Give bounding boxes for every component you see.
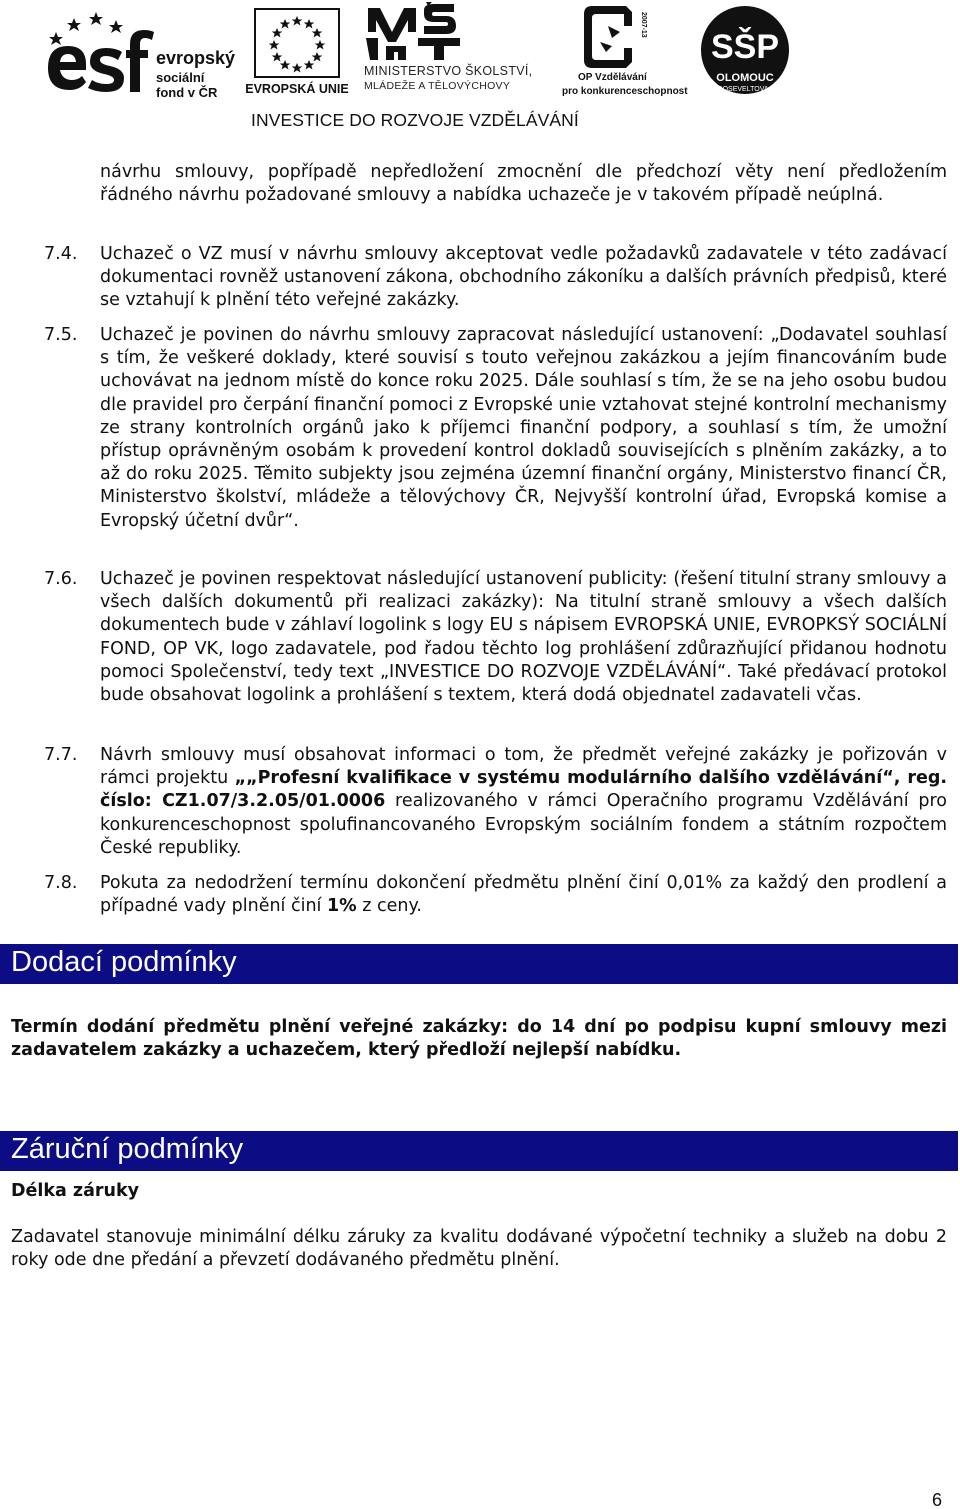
op-vk-mark-icon — [562, 2, 692, 72]
op-label-line-2: pro konkurenceschopnost — [562, 86, 688, 97]
item-number-7-4: 7.4. — [44, 244, 78, 264]
project-name-bold: „„Profesní kvalifikace v systému modulárního dalšího vzdělávání“, reg. číslo: CZ1.07/3.2.05/01.0006 — [100, 768, 948, 812]
item-7-8-text-start: Pokuta za nedodržení termínu dokončení předmětu plnění činí 0,01% za každý den prodlení a případné vady plnění činí — [100, 873, 947, 917]
item-7-7-text-end: realizovaného v rámci Operačního programu Vzdělávání pro konkurenceschopnost spolufinancovaného Evropským sociálním fondem a státním rozpočtem České republiky. — [100, 791, 947, 858]
item-text-7-6: Uchazeč je povinen respektovat následující ustanovení publicity: (řešení titulní strany smlouvy a všech dalších dokumentů při realizaci zakázky): Na titulní straně smlouvy a všech dalších dokumentech bude v záhlaví logolink s logy EU s nápisem EVROPSKÁ UNIE, EVROPKSÝ SOCIÁLNÍ FOND, OP VK, logo zadavatele, pod řadou těchto log prohlášení zdůrazňující přidanou hodnotu pomoci Společenství, tedy text „INVESTICE DO ROZVOJE VZDĚLÁVÁNÍ“. Také předávací protokol bude obsahovat logolink a prohlášení s textem, která dodá objednatel zadavateli včas. — [100, 569, 947, 706]
ssp-olomouc-logo — [696, 6, 794, 102]
warranty-subheading: Délka záruky — [11, 1181, 140, 1201]
item-number-7-6: 7.6. — [44, 569, 78, 589]
section-title-warranty: Záruční podmínky — [11, 1133, 244, 1165]
section-header-delivery — [0, 944, 958, 984]
item-text-7-7 — [100, 744, 947, 860]
intro-paragraph: návrhu smlouvy, popřípadě nepředložení zmocnění dle předchozí věty není předložením řádného návrhu požadované smlouvy a nabídka uchazeče je v takovém případě neúplná. — [100, 162, 947, 206]
eu-flag-icon — [254, 8, 340, 78]
ssp-address-label: ROOSEVELTOVA 79 — [712, 86, 778, 93]
item-number-7-5: 7.5. — [44, 325, 78, 345]
esf-label-line-2: sociální — [156, 70, 205, 85]
item-text-7-4: Uchazeč o VZ musí v návrhu smlouvy akceptovat vedle požadavků zadavatele v této zadávací dokumentaci rovněž ustanovení zákona, obchodního zákoníku a dalších právních předpisů, které se vztahují k plnění této veřejné zakázky. — [100, 244, 947, 311]
item-number-7-8: 7.8. — [44, 873, 78, 893]
penalty-percent-bold: 1% — [326, 896, 357, 917]
op-label-line-1: OP Vzdělávání — [578, 72, 647, 83]
delivery-terms-text: Termín dodání předmětu plnění veřejné zakázky: do 14 dní po podpisu kupní smlouvy mezi zadavatelem zakázky a uchazečem, který předloží nejlepší nabídku. — [11, 1017, 947, 1061]
msmt-mark-icon — [362, 2, 482, 62]
item-7-8-text-end: z ceny. — [356, 896, 422, 917]
section-title-delivery: Dodací podmínky — [11, 946, 237, 978]
ssp-mark-icon — [696, 6, 794, 98]
esf-mark-icon — [44, 10, 156, 100]
msmt-logo — [362, 2, 557, 100]
msmt-label-line-1: MINISTERSTVO ŠKOLSTVÍ, — [364, 64, 533, 78]
esf-logo — [44, 10, 234, 100]
warranty-terms-text: Zadavatel stanovuje minimální délku záruky za kvalitu dodávané výpočetní techniky a služeb na dobu 2 roky ode dne předání a převzetí dodávaného předmětu plnění. — [11, 1227, 947, 1271]
svg-text:SŠP: SŠP — [710, 28, 780, 66]
item-text-7-5: Uchazeč je povinen do návrhu smlouvy zapracovat následující ustanovení: „Dodavatel souhlasí s tím, že veškeré doklady, které souvisí s touto veřejnou zakázkou a jejím financováním bude uchovávat na jednom místě do konce roku 2025. Dále souhlasí s tím, že se na jeho osobu budou dle pravidel pro čerpání finanční pomoci z Evropské unie vztahovat stejné kontrolní mechanismy ze strany kontrolních orgánů jako k příjemci finanční podpory, a souhlasí s tím, že umožní přístup oprávněným osobám k provedení kontrol dokladů souvisejících s plněním zakázky, a to až do roku 2025. Těmito subjekty jsou zejména územní finanční orgány, Ministerstvo financí ČR, Ministerstvo školství, mládeže a tělovýchovy ČR, Nejvyšší kontrolní úřad, Evropská komise a Evropský účetní dvůr“. — [100, 325, 948, 531]
tagline: INVESTICE DO ROZVOJE VZDĚLÁVÁNÍ — [251, 110, 579, 130]
page-number: 6 — [932, 1490, 943, 1509]
esf-label-line-1: evropský — [156, 48, 236, 68]
msmt-label-line-2: MLÁDEŽE A TĚLOVÝCHOVY — [364, 80, 511, 92]
esf-label-line-3: fond v ČR — [156, 85, 218, 100]
section-header-warranty — [0, 1131, 958, 1171]
op-years-text: 2007-13 — [640, 12, 647, 38]
item-text-7-8 — [100, 872, 947, 918]
eu-flag-logo — [244, 8, 350, 100]
eu-label: EVROPSKÁ UNIE — [245, 82, 349, 96]
op-vk-logo — [562, 2, 692, 100]
ssp-city-label: OLOMOUC — [716, 72, 774, 84]
item-number-7-7: 7.7. — [44, 745, 78, 765]
logolink-header — [44, 2, 794, 136]
item-7-7-text-start: Návrh smlouvy musí obsahovat informaci o tom, že předmět veřejné zakázky je pořizován v rámci projektu — [100, 745, 947, 789]
